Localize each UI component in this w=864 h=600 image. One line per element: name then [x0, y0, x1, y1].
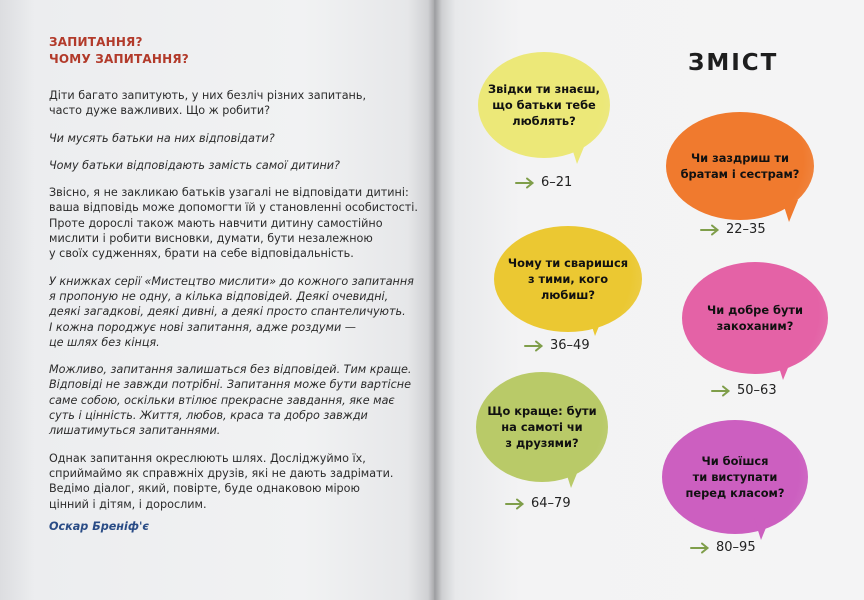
arrow-right-icon [700, 224, 720, 236]
arrow-right-icon [515, 177, 535, 189]
question-line: Чи боїшся [701, 454, 769, 468]
page-title [49, 34, 189, 68]
paragraph-line: суть і цінність. Життя, любов, краса та добро завжди [49, 409, 368, 423]
question-line: з тими, кого [527, 272, 609, 286]
paragraph-line: Звісно, я не закликаю батьків узагалі не відповідати дитині: [49, 186, 409, 200]
paragraph-line: сприймаймо як справжніх друзів, які не дають задрімати. [49, 466, 394, 480]
paragraph-line: мислити і робити висновки, думати, бути незалежною [49, 232, 373, 246]
speech-tail-icon [781, 200, 799, 222]
page-range [515, 175, 572, 190]
bubble-in-love [682, 262, 828, 374]
paragraph-line: деякі загадкові, деякі дивні, а деякі просто спантеличують. [49, 305, 406, 319]
question-line: закоханим? [716, 319, 794, 333]
bubble-question [487, 403, 596, 451]
paragraph-line: Діти багато запитують, у них безліч різних запитань, [49, 89, 367, 102]
arrow-right-icon [524, 340, 544, 352]
paragraph-line: Чи мусять батьки на них відповідати? [49, 131, 275, 145]
paragraph [49, 131, 379, 146]
paragraph-line: Проте дорослі також мають навчити дитину самостійно [49, 216, 383, 230]
paragraph-line: У книжках серії «Мистецтво мислити» до кожного запитання [49, 274, 414, 288]
paragraph [49, 451, 394, 512]
arrow-right-icon [505, 498, 525, 510]
bubble-question [707, 302, 803, 334]
paragraph-line: саме собою, оскільки втілює прекрасне завдання, яке має [49, 393, 395, 407]
page-range-text: 6–21 [541, 175, 573, 190]
speech-tail-icon [587, 314, 605, 336]
question-line: люблять? [512, 114, 576, 128]
page-range-text: 36–49 [550, 338, 590, 353]
paragraph-line: я пропоную не одну, а кілька відповідей. Деякі очевидні, [49, 289, 389, 303]
bubble-question [508, 255, 628, 303]
page-range-text: 80–95 [716, 540, 756, 555]
bubble-love-parents [478, 52, 610, 158]
question-line: Що краще: бути [487, 404, 597, 418]
page-range [505, 496, 571, 511]
paragraph-line: цінний і дітям, і дорослим. [49, 497, 207, 511]
bubble-public-speaking [662, 420, 808, 534]
speech-tail-icon [569, 142, 587, 164]
paragraph-line: часто дуже важливих. Що ж робити? [49, 104, 271, 118]
page-range [524, 338, 590, 353]
paragraph-line: Однак запитання окреслюють шлях. Досліджуймо їх, [49, 451, 366, 465]
paragraph-line: Чому батьки відповідають замість самої дитини? [49, 158, 340, 172]
arrow-right-icon [690, 542, 710, 554]
page-range-text: 22–35 [726, 222, 766, 237]
paragraph-line: це шлях без кінця. [49, 335, 160, 349]
paragraph-line: ваша відповідь може допомогти їй у становленні особистості. [49, 201, 418, 215]
page-range [711, 383, 777, 398]
page-range-text: 64–79 [531, 496, 571, 511]
page-range-text: 50–63 [737, 383, 777, 398]
question-line: любиш? [540, 288, 596, 302]
speech-tail-icon [775, 358, 793, 380]
question-line: Чи добре бути [707, 303, 803, 317]
book-gutter [428, 0, 442, 600]
intro-text [49, 88, 418, 524]
paragraph-line: у своїх судженнях, брати на себе відповідальність. [49, 247, 354, 261]
arrow-right-icon [711, 385, 731, 397]
author-signature: Оскар Бреніф'є [49, 520, 150, 533]
paragraph [49, 88, 379, 119]
speech-tail-icon [563, 466, 581, 488]
bubble-question [681, 150, 800, 182]
bubble-question [488, 81, 600, 129]
paragraph [49, 185, 418, 261]
bubble-alone-or-friends [476, 372, 608, 482]
contents-heading: ЗМІСТ [688, 50, 779, 76]
question-line: Звідки ти знаєш, [488, 82, 600, 96]
paragraph-line: лишатимуться запитаннями. [49, 424, 221, 438]
paragraph-line: І кожна породжує нові запитання, адже роздуми — [49, 320, 356, 334]
bubble-quarrels [494, 226, 642, 332]
page-range [700, 222, 766, 237]
question-line: Чи заздриш ти [690, 151, 790, 165]
question-line: що батьки тебе [492, 98, 596, 112]
paragraph [49, 362, 412, 438]
question-line: на самоті чи [501, 420, 583, 434]
question-line: ти виступати [692, 470, 778, 484]
question-line: братам і сестрам? [680, 167, 800, 181]
title-line-1: ЗАПИТАННЯ? [49, 35, 143, 49]
page-range [690, 540, 756, 555]
question-line: перед класом? [685, 486, 785, 500]
question-line: Чому ти сваришся [507, 256, 629, 270]
question-line: з друзями? [505, 436, 579, 450]
paragraph [49, 158, 379, 173]
bubble-question [686, 453, 785, 501]
paragraph-line: Відповіді не завжди потрібні. Запитання може бути вартісне [49, 378, 411, 392]
paragraph-line: Ведімо діалог, який, повірте, буде однаковою мірою [49, 482, 360, 496]
speech-tail-icon [753, 518, 771, 540]
title-line-2: ЧОМУ ЗАПИТАННЯ? [49, 52, 189, 66]
paragraph [49, 274, 414, 350]
paragraph-line: Можливо, запитання залишаться без відповідей. Тим краще. [49, 363, 412, 377]
